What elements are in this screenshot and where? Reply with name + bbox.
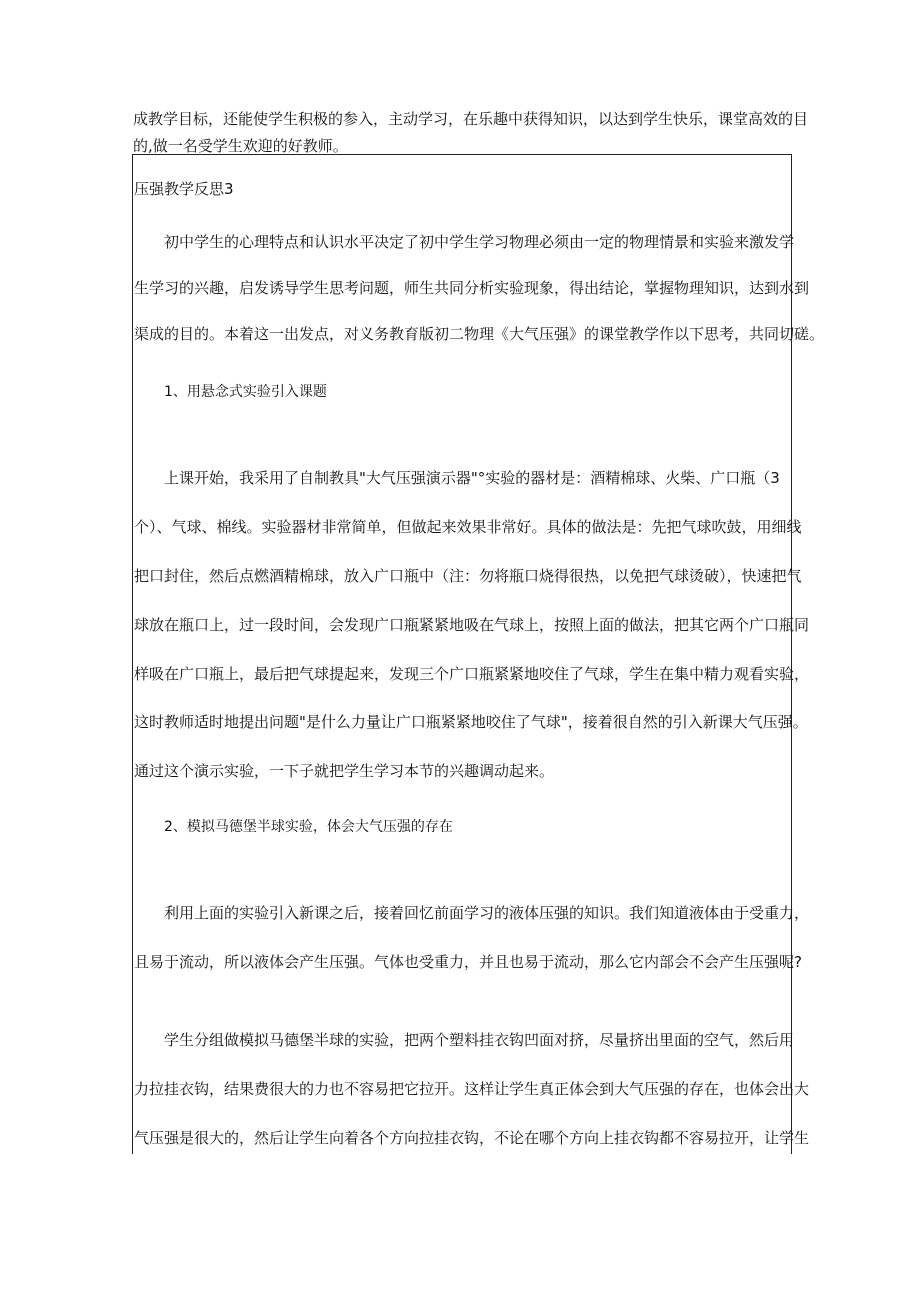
intro-paragraph: [133, 106, 809, 160]
section-title: 压强教学反思3: [134, 180, 234, 198]
text-line: 通过这个演示实验，一下子就把学生学习本节的兴趣调动起来。: [134, 762, 555, 780]
text-line: 样吸在广口瓶上，最后把气球提起来，发现三个广口瓶紧紧地咬住了气球，学生在集中精力观看实验，: [134, 665, 810, 683]
text-line: 气压强是很大的，然后让学生向着各个方向拉挂衣钩，不论在哪个方向上挂衣钩都不容易拉开，让学生: [134, 1129, 810, 1147]
subheading-1: 1、用悬念式实验引入课题: [164, 384, 327, 400]
text-line: 生学习的兴趣，启发诱导学生思考问题，师生共同分析实验现象，得出结论，掌握物理知识，达到水到: [134, 279, 810, 297]
text-line: 成教学目标，还能使学生积极的参入，主动学习，在乐趣中获得知识，以达到学生快乐，课堂高效的目: [133, 110, 809, 128]
text-line: 球放在瓶口上，过一段时间，会发现广口瓶紧紧地吸在气球上，按照上面的做法，把其它两个广口瓶同: [134, 616, 810, 634]
text-line: 的,做一名受学生欢迎的好教师。: [133, 137, 348, 155]
text-line: 初中学生的心理特点和认识水平决定了初中学生学习物理必须由一定的物理情景和实验来激发学: [164, 233, 795, 251]
subheading-2: 2、模拟马德堡半球实验，体会大气压强的存在: [164, 819, 453, 835]
text-line: 利用上面的实验引入新课之后，接着回忆前面学习的液体压强的知识。我们知道液体由于受重力，: [164, 904, 810, 922]
text-line: 这时教师适时地提出问题"是什么力量让广口瓶紧紧地咬住了气球"，接着很自然的引入新课大气压强。: [134, 713, 808, 731]
text-line: 渠成的目的。本着这一出发点，对义务教育版初二物理《大气压强》的课堂教学作以下思考，共同切磋。: [134, 325, 825, 343]
text-line: 力拉挂衣钩，结果费很大的力也不容易把它拉开。这样让学生真正体会到大气压强的存在，也体会出大: [134, 1080, 810, 1098]
text-line: 学生分组做模拟马德堡半球的实验，把两个塑料挂衣钩凹面对挤，尽量挤出里面的空气，然后用: [164, 1031, 795, 1049]
table-cell-border: [132, 154, 825, 1154]
text-line: 上课开始，我采用了自制教具"大气压强演示器"°实验的器材是：酒精棉球、火柴、广口瓶（3: [164, 469, 780, 487]
text-line: 个）、气球、棉线。实验器材非常简单，但做起来效果非常好。具体的做法是：先把气球吹鼓，用细线: [134, 518, 802, 536]
text-line: 且易于流动，所以液体会产生压强。气体也受重力，并且也易于流动，那么它内部会不会产生压强呢?: [134, 953, 802, 971]
text-line: 把口封住，然后点燃酒精棉球，放入广口瓶中（注：勿将瓶口烧得很热，以免把气球烫破），快速把气: [134, 567, 802, 585]
